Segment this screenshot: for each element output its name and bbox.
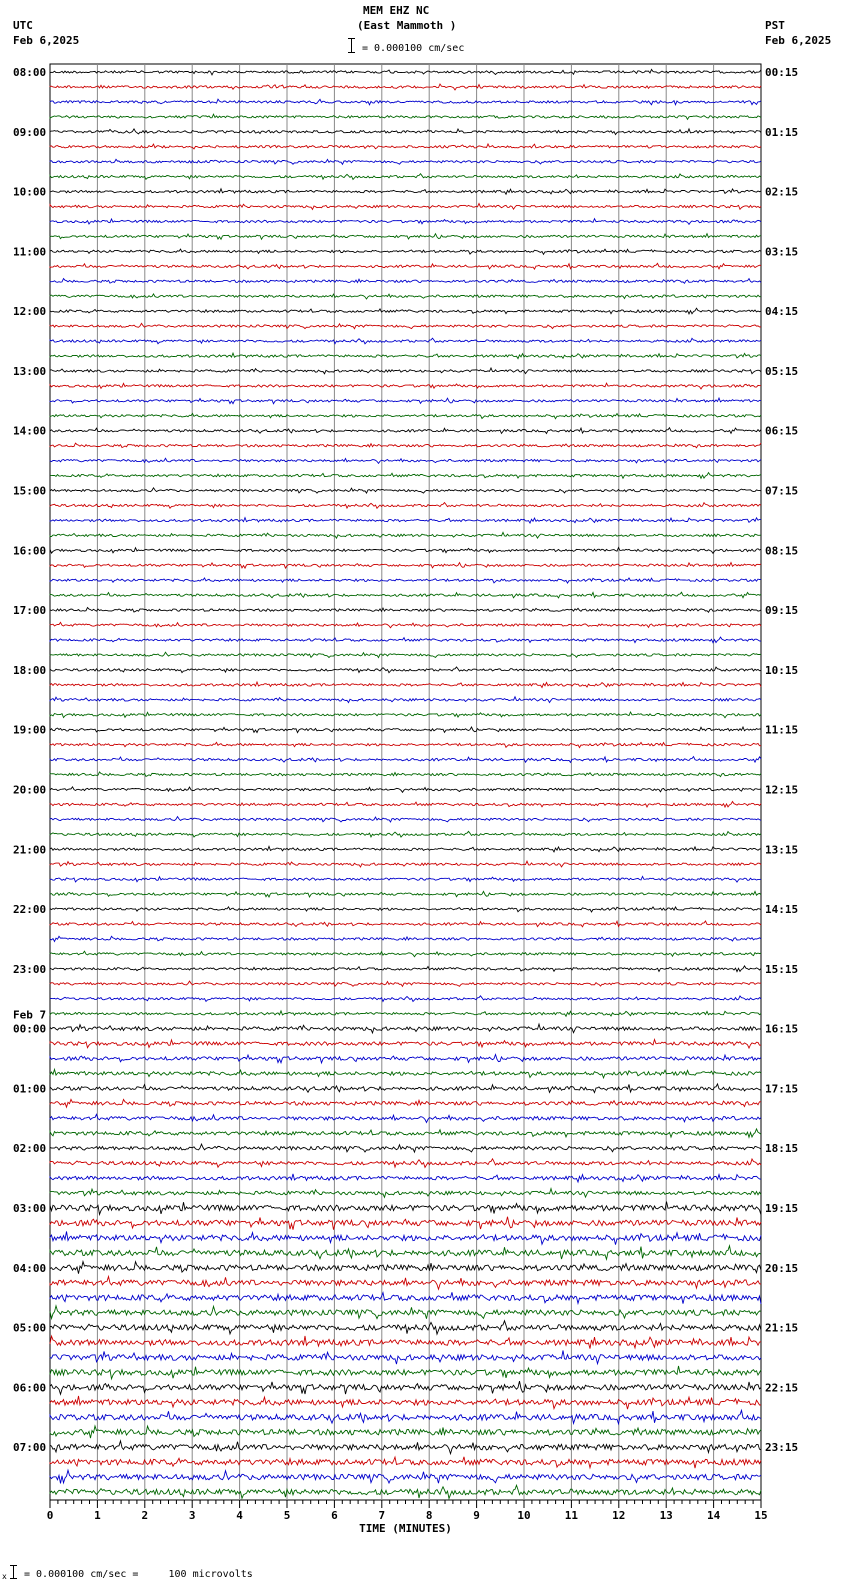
seismic-trace: [50, 1217, 761, 1230]
x-tick-label: 11: [564, 1509, 579, 1522]
footer-mark: x: [2, 1572, 7, 1581]
seismic-trace: [50, 637, 761, 643]
pst-hour-label: 03:15: [765, 245, 799, 259]
seismic-trace: [50, 757, 761, 763]
seismic-trace: [50, 563, 761, 569]
pst-hour-label: 14:15: [765, 903, 799, 917]
x-tick-label: 7: [378, 1509, 386, 1522]
utc-hour-label: 22:00: [13, 903, 47, 917]
seismic-trace: [50, 1129, 761, 1137]
pst-hour-label: 22:15: [765, 1381, 799, 1395]
seismic-trace: [50, 697, 761, 703]
seismic-trace: [50, 1426, 761, 1438]
seismic-trace: [50, 682, 761, 688]
seismic-trace: [50, 338, 761, 344]
pst-date: Feb 6,2025: [765, 34, 832, 47]
seismic-trace: [50, 936, 761, 941]
scale-label: = 0.000100 cm/sec: [362, 43, 465, 54]
utc-hour-label: 23:00: [13, 962, 47, 976]
pst-hour-label: 07:15: [765, 484, 799, 498]
x-axis-label: TIME (MINUTES): [359, 1522, 452, 1535]
pst-hour-label: 10:15: [765, 663, 799, 677]
seismic-trace: [50, 1277, 761, 1290]
seismic-trace: [50, 622, 761, 627]
seismic-trace: [50, 159, 761, 164]
station-title: MEM EHZ NC: [363, 4, 430, 17]
seismic-trace: [50, 1202, 761, 1215]
x-tick-label: 5: [283, 1509, 291, 1522]
plot-frame: [50, 64, 761, 1500]
pst-hour-label: 12:15: [765, 783, 799, 797]
utc-hour-label: 02:00: [13, 1142, 47, 1156]
seismic-trace: [50, 1381, 761, 1394]
seismic-trace: [50, 1351, 761, 1365]
seismic-trace: [50, 518, 761, 523]
day-change-label: Feb 7: [13, 1008, 47, 1022]
seismic-trace: [50, 1396, 761, 1409]
utc-hour-label: 16:00: [13, 544, 47, 558]
seismic-trace: [50, 1040, 761, 1049]
seismic-trace: [50, 99, 761, 105]
seismic-trace: [50, 1232, 761, 1245]
pst-hour-label: 04:15: [765, 305, 799, 319]
seismic-trace: [50, 1189, 761, 1198]
seismic-trace: [50, 443, 761, 448]
utc-hour-label: 19:00: [13, 723, 47, 737]
pst-hour-label: 06:15: [765, 424, 799, 438]
seismic-trace: [50, 548, 761, 554]
pst-hour-label: 20:15: [765, 1261, 799, 1275]
seismic-trace: [50, 608, 761, 613]
seismic-trace: [50, 1011, 761, 1016]
utc-hour-label: 04:00: [13, 1261, 47, 1275]
seismic-trace: [50, 846, 761, 852]
utc-hour-label: 18:00: [13, 663, 47, 677]
utc-hour-label: 00:00: [13, 1022, 47, 1036]
seismic-trace: [50, 921, 761, 927]
seismic-trace: [50, 1174, 761, 1182]
utc-hour-label: 20:00: [13, 783, 47, 797]
seismic-trace: [50, 1055, 761, 1063]
seismic-trace: [50, 279, 761, 284]
seismic-trace: [50, 323, 761, 328]
pst-hour-label: 21:15: [765, 1321, 799, 1335]
pst-hour-label: 15:15: [765, 962, 799, 976]
seismic-trace: [50, 1114, 761, 1122]
x-tick-label: 6: [331, 1509, 338, 1522]
seismic-trace: [50, 1069, 761, 1078]
seismic-trace: [50, 234, 761, 240]
seismic-trace: [50, 727, 761, 733]
seismic-trace: [50, 1366, 761, 1379]
utc-hour-label: 09:00: [13, 125, 47, 139]
seismic-trace: [50, 84, 761, 90]
utc-hour-label: 21:00: [13, 843, 47, 857]
x-tick-label: 8: [425, 1509, 433, 1522]
utc-label: UTC: [13, 19, 33, 32]
footer-scale-bar-icon: [13, 1565, 14, 1579]
seismic-trace: [50, 1024, 761, 1033]
seismic-trace: [50, 951, 761, 957]
seismic-trace: [50, 383, 761, 389]
x-tick-label: 10: [517, 1509, 531, 1522]
pst-hour-label: 17:15: [765, 1082, 799, 1096]
x-tick-label: 15: [754, 1509, 768, 1522]
seismic-trace: [50, 1159, 761, 1168]
seismic-trace: [50, 473, 761, 479]
utc-hour-label: 14:00: [13, 424, 47, 438]
seismic-trace: [50, 742, 761, 747]
pst-hour-label: 23:15: [765, 1441, 799, 1455]
seismic-trace: [50, 1099, 761, 1107]
utc-hour-label: 13:00: [13, 364, 47, 378]
pst-hour-label: 19:15: [765, 1202, 799, 1215]
seismic-trace: [50, 1336, 761, 1349]
seismic-trace: [50, 144, 761, 149]
seismic-trace: [50, 189, 761, 194]
utc-hour-label: 01:00: [13, 1082, 47, 1096]
seismic-trace: [50, 891, 761, 897]
seismic-trace: [50, 787, 761, 793]
seismic-trace: [50, 129, 761, 135]
utc-hour-label: 07:00: [13, 1441, 47, 1455]
seismic-trace: [50, 294, 761, 299]
seismic-trace: [50, 592, 761, 598]
seismic-trace: [50, 308, 761, 314]
seismic-trace: [50, 652, 761, 657]
utc-hour-label: 10:00: [13, 185, 47, 199]
pst-hour-label: 08:15: [765, 544, 799, 558]
seismic-trace: [50, 1470, 761, 1483]
seismic-trace: [50, 966, 761, 972]
seismic-trace: [50, 831, 761, 837]
utc-hour-label: 15:00: [13, 484, 47, 498]
seismic-trace: [50, 1485, 761, 1498]
seismic-trace: [50, 249, 761, 254]
x-tick-label: 14: [706, 1509, 721, 1522]
seismic-trace: [50, 996, 761, 1002]
utc-hour-label: 17:00: [13, 604, 47, 618]
seismic-trace: [50, 712, 761, 718]
seismic-trace: [50, 802, 761, 808]
pst-hour-label: 01:15: [765, 125, 799, 139]
pst-hour-label: 11:15: [765, 723, 799, 737]
seismic-trace: [50, 1306, 761, 1319]
pst-hour-label: 13:15: [765, 843, 799, 857]
seismic-trace: [50, 1246, 761, 1260]
pst-hour-label: 05:15: [765, 364, 799, 378]
utc-hour-label: 06:00: [13, 1381, 47, 1395]
pst-hour-label: 16:15: [765, 1022, 799, 1036]
utc-hour-label: 12:00: [13, 305, 47, 319]
pst-hour-label: 09:15: [765, 604, 799, 618]
seismic-trace: [50, 1457, 761, 1468]
seismic-trace: [50, 578, 761, 583]
seismic-trace: [50, 263, 761, 269]
seismic-trace: [50, 981, 761, 986]
location-title: (East Mammoth ): [357, 19, 457, 32]
seismic-trace: [50, 1144, 761, 1152]
seismic-trace: [50, 398, 761, 404]
seismic-trace: [50, 503, 761, 509]
pst-label: PST: [765, 19, 785, 32]
seismic-trace: [50, 876, 761, 882]
seismic-trace: [50, 667, 761, 673]
utc-hour-label: 11:00: [13, 245, 47, 259]
pst-hour-label: 18:15: [765, 1142, 799, 1156]
seismic-trace: [50, 1441, 761, 1454]
seismic-trace: [50, 817, 761, 822]
x-tick-label: 9: [473, 1509, 480, 1522]
seismic-trace: [50, 1084, 761, 1093]
seismic-trace: [50, 69, 761, 75]
seismic-trace: [50, 368, 761, 374]
utc-date: Feb 6,2025: [13, 34, 80, 47]
x-tick-label: 0: [46, 1509, 54, 1522]
seismic-trace: [50, 114, 761, 119]
pst-hour-label: 00:15: [765, 66, 799, 79]
seismic-trace: [50, 428, 761, 434]
x-tick-label: 3: [188, 1509, 196, 1522]
seismic-trace: [50, 219, 761, 225]
seismic-trace: [50, 488, 761, 493]
seismic-trace: [50, 414, 761, 419]
seismic-trace: [50, 458, 761, 463]
seismic-trace: [50, 1321, 761, 1334]
utc-hour-label: 05:00: [13, 1321, 47, 1335]
utc-hour-label: 08:00: [13, 66, 47, 79]
seismic-trace: [50, 1410, 761, 1424]
x-tick-label: 1: [94, 1509, 101, 1522]
utc-hour-label: 03:00: [13, 1202, 47, 1215]
seismic-trace: [50, 353, 761, 358]
seismic-trace: [50, 1292, 761, 1304]
seismic-trace: [50, 861, 761, 867]
footer-scale-note: = 0.000100 cm/sec = 100 microvolts: [24, 1569, 253, 1580]
seismic-trace: [50, 1262, 761, 1274]
seismic-trace: [50, 772, 761, 777]
x-tick-label: 4: [236, 1509, 243, 1522]
pst-hour-label: 02:15: [765, 185, 799, 199]
seismic-trace: [50, 174, 761, 180]
x-tick-label: 12: [612, 1509, 626, 1522]
x-tick-label: 13: [659, 1509, 673, 1522]
seismic-trace: [50, 907, 761, 912]
seismic-trace: [50, 204, 761, 210]
x-tick-label: 2: [141, 1509, 149, 1522]
seismic-trace: [50, 532, 761, 538]
